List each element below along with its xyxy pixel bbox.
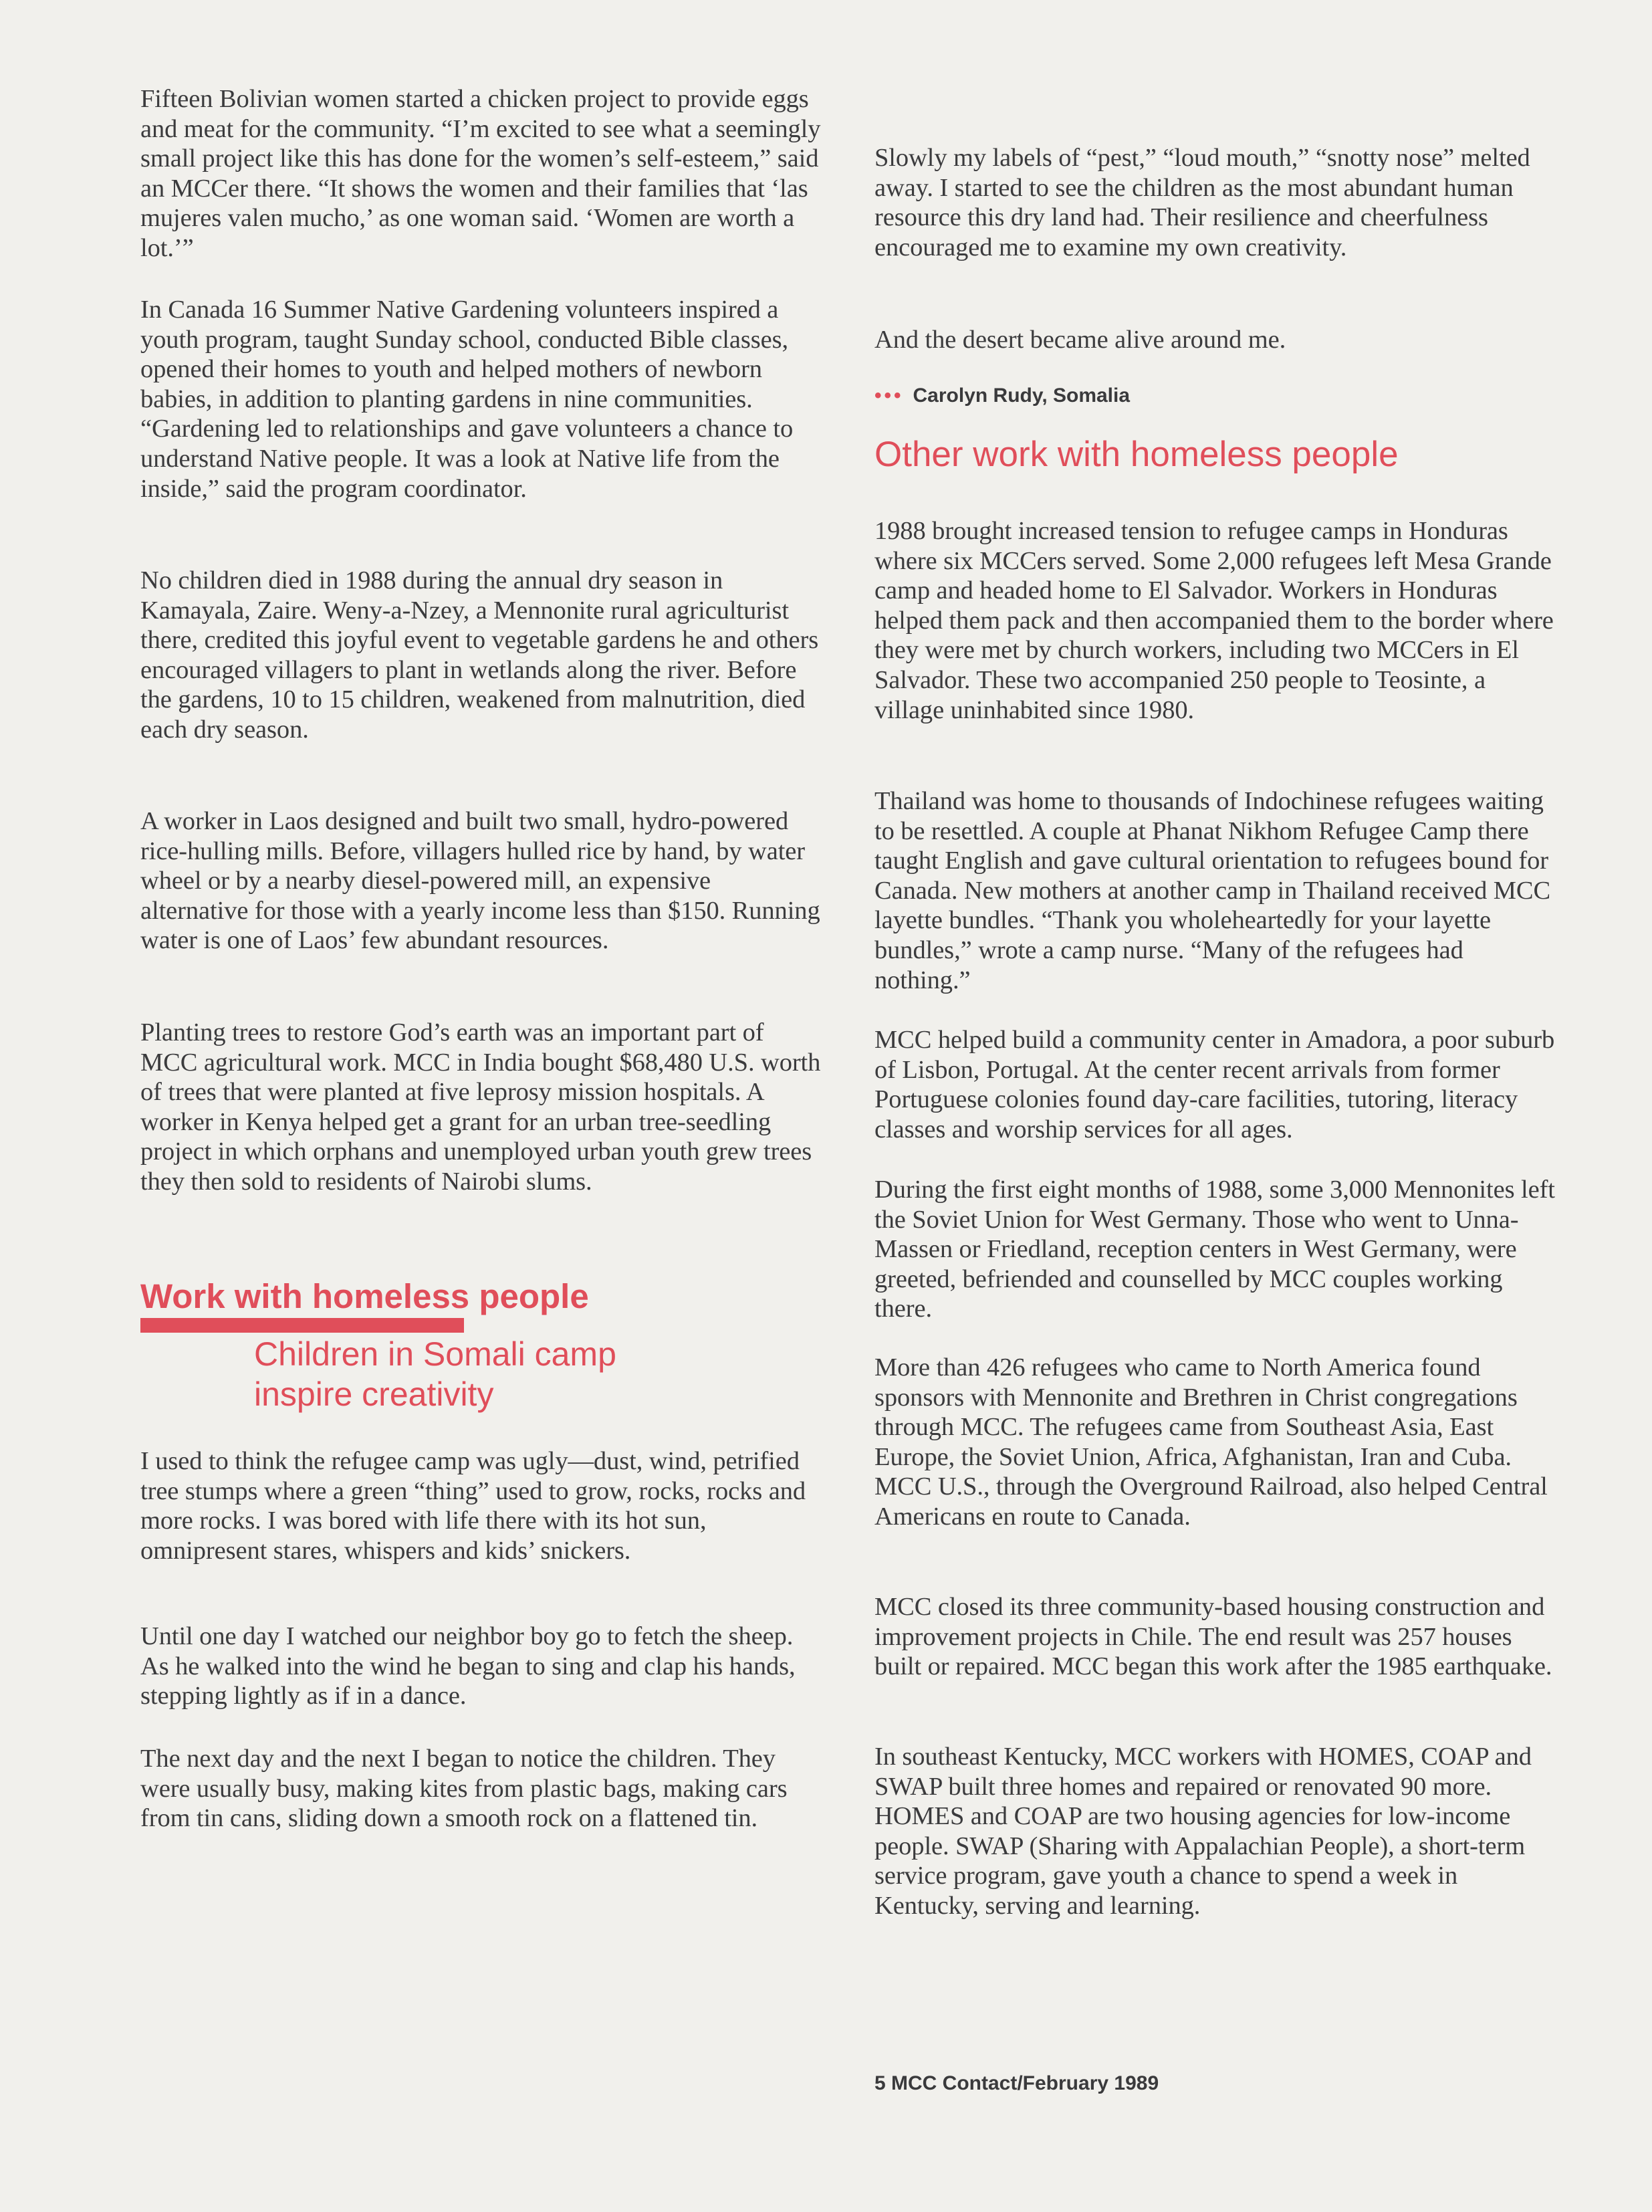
paragraph-portugal: MCC helped build a community center in Amadora, a poor suburb of Lisbon, Portugal. At the center recent arrivals from former Portuguese colonies found day-care facilities, tutoring, literacy classes and worship services for all ages.	[874, 1026, 1555, 1143]
paragraph-neighbor-boy: Until one day I watched our neighbor boy go to fetch the sheep. As he walked into the wind he began to sing and clap his hands, stepping lightly as if in a dance.	[140, 1622, 796, 1710]
paragraph-planting-trees: Planting trees to restore God’s earth was an important part of MCC agricultural work. MCC in India bought $68,480 U.S. worth of trees that were planted at five leprosy mission hospitals. A worker in Kenya helped get a grant for an urban tree-seedling project in which orphans and unemployed urban youth grew trees they then sold to residents of Nairobi slums.	[140, 1018, 821, 1196]
paragraph-kentucky: In southeast Kentucky, MCC workers with HOMES, COAP and SWAP built three homes and repaired or renovated 90 more. HOMES and COAP are two housing agencies for low-income people. SWAP (Sharing with Appalachian People), a short-term service program, gave youth a chance to spend a week in Kentucky, serving and learning.	[874, 1743, 1532, 1920]
section-heading-work-with-homeless: Work with homeless people	[140, 1277, 589, 1315]
paragraph-north-america: More than 426 refugees who came to North America found sponsors with Mennonite and Brethren in Christ congregations through MCC. The refugees came from Southeast Asia, East Europe, the Soviet Union, Africa, Afghanistan, Iran and Cuba. MCC U.S., through the Overground Railroad, also helped Central Americans en route to Canada.	[874, 1353, 1548, 1531]
paragraph-honduras: 1988 brought increased tension to refugee camps in Honduras where six MCCers served. Some 2,000 refugees left Mesa Grande camp and headed home to El Salvador. Workers in Honduras helped them pack and then accompanied them to the border where they were met by church workers, including two MCCers in El Salvador. These two accompanied 250 people to Teosinte, a village uninhabited since 1980.	[874, 517, 1554, 724]
paragraph-refugee-camp-ugly: I used to think the refugee camp was ugly—dust, wind, petrified tree stumps where a green “thing” used to grow, rocks, rocks and more rocks. I was bored with life there with its hot sun, omnipresent stares, whispers and kids’ snickers.	[140, 1447, 806, 1565]
paragraph-zaire-gardens: No children died in 1988 during the annual dry season in Kamayala, Zaire. Weny-a-Nzey, a Mennonite rural agriculturist there, credited this joyful event to vegetable gardens he and others encouraged villagers to plant in wetlands along the river. Before the gardens, 10 to 15 children, weakened from malnutrition, died each dry season.	[140, 566, 819, 744]
paragraph-desert-alive: And the desert became alive around me.	[874, 326, 1286, 354]
subheading-somali-camp	[254, 1334, 616, 1414]
subheading-line-2: inspire creativity	[254, 1375, 494, 1413]
paragraph-bolivia-chickens: Fifteen Bolivian women started a chicken project to provide eggs and meat for the community. “I’m excited to see what a seemingly small project like this has done for the women’s self-esteem,” said an MCCer there. “It shows the women and their families that ‘las mujeres valen mucho,’ as one woman said. ‘Women are worth a lot.’”	[140, 85, 821, 262]
paragraph-canada-gardening: In Canada 16 Summer Native Gardening volunteers inspired a youth program, taught Sunday school, conducted Bible classes, opened their homes to youth and helped mothers of newborn babies, in addition to planting gardens in nine communities. “Gardening led to relationships and gave volunteers a chance to understand Native people. It was a look at Native life from the inside,” said the program coordinator.	[140, 296, 794, 503]
paragraph-thailand: Thailand was home to thousands of Indochinese refugees waiting to be resettled. A couple at Phanat Nikhom Refugee Camp there taught English and gave cultural orientation to refugees bound for Canada. New mothers at another camp in Thailand received MCC layette bundles. “Thank you wholeheartedly for your layette bundles,” wrote a camp nurse. “Many of the refugees had nothing.”	[874, 787, 1551, 994]
subheading-line-1: Children in Somali camp	[254, 1335, 616, 1373]
paragraph-laos-mills: A worker in Laos designed and built two small, hydro-powered rice-hulling mills. Before, villagers hulled rice by hand, by water wheel or by a nearby diesel-powered mill, an expensive alternative for those with a yearly income less than $150. Running water is one of Laos’ few abundant resources.	[140, 807, 820, 955]
byline-author: Carolyn Rudy, Somalia	[913, 384, 1131, 407]
page-footer: 5 MCC Contact/February 1989	[874, 2072, 1159, 2094]
paragraph-labels-melted: Slowly my labels of “pest,” “loud mouth,” “snotty nose” melted away. I started to see the children as the most abundant human resource this dry land had. Their resilience and cheerfulness encouraged me to examine my own creativity.	[874, 144, 1530, 261]
byline	[874, 384, 1130, 408]
heading-underline-bar	[140, 1318, 464, 1333]
paragraph-chile: MCC closed its three community-based housing construction and improvement projects in Chile. The end result was 257 houses built or repaired. MCC began this work after the 1985 earthquake.	[874, 1593, 1552, 1681]
section-heading-other-work: Other work with homeless people	[874, 435, 1399, 474]
paragraph-west-germany: During the first eight months of 1988, some 3,000 Mennonites left the Soviet Union for West Germany. Those who went to Unna-Massen or Friedland, reception centers in West Germany, were greeted, befriended and counselled by MCC couples working there.	[874, 1176, 1555, 1323]
paragraph-noticing-children: The next day and the next I began to notice the children. They were usually busy, making kites from plastic bags, making cars from tin cans, sliding down a smooth rock on a flattened tin.	[140, 1745, 788, 1833]
byline-dots: •••	[874, 384, 904, 407]
